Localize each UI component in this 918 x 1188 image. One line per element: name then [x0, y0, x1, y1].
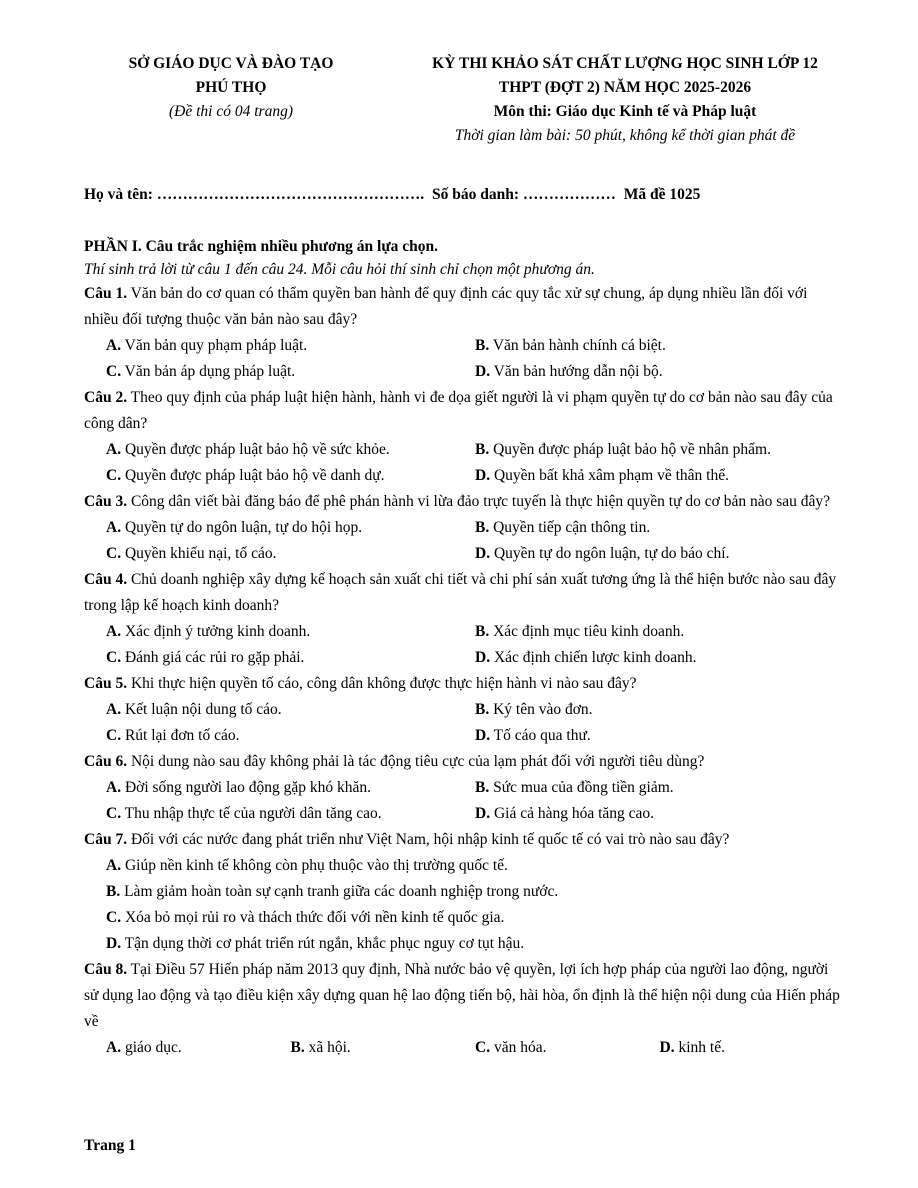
- option-c: C. văn hóa.: [475, 1039, 547, 1056]
- option-b: B. Quyền tiếp cận thông tin.: [475, 519, 651, 536]
- option-b: B. Quyền được pháp luật bảo hộ về nhân phẩm.: [475, 441, 771, 458]
- question: [84, 281, 844, 385]
- exam-title: KỲ THI KHẢO SÁT CHẤT LƯỢNG HỌC SINH LỚP 12: [432, 55, 818, 72]
- question-content: Theo quy định của pháp luật hiện hành, hành vi đe dọa giết người là vi phạm quyền tự do cơ bản nào sau đây của công dân?: [84, 389, 833, 432]
- option-b: B. Ký tên vào đơn.: [475, 701, 593, 718]
- question-content: Chủ doanh nghiệp xây dựng kế hoạch sản xuất chi tiết và chi phí sản xuất tương ứng là thể hiện bước nào sau đây trong lập kế hoạch kinh doanh?: [84, 571, 837, 614]
- question-content: Tại Điều 57 Hiến pháp năm 2013 quy định, Nhà nước bảo vệ quyền, lợi ích hợp pháp của người lao động, người sử dụng lao động và tạo điều kiện xây dựng quan hệ lao động tiến bộ, hài hòa, ổn định là thể hiện nội dung của Hiến pháp về: [84, 961, 840, 1030]
- time-line: Thời gian làm bài: 50 phút, không kể thời gian phát đề: [454, 127, 796, 144]
- province-name: PHÚ THỌ: [195, 79, 267, 96]
- option-d: D. kinh tế.: [659, 1039, 725, 1056]
- option-a: A. Giúp nền kinh tế không còn phụ thuộc vào thị trường quốc tế.: [106, 857, 508, 874]
- department-name: SỞ GIÁO DỤC VÀ ĐÀO TẠO: [128, 55, 334, 72]
- question-text: [84, 385, 844, 437]
- option-c: C. Quyền được pháp luật bảo hộ về danh dự.: [106, 467, 385, 484]
- header-left: [100, 52, 362, 124]
- option-d: D. Giá cả hàng hóa tăng cao.: [475, 805, 655, 822]
- option-d: D. Tận dụng thời cơ phát triển rút ngắn, khắc phục nguy cơ tụt hậu.: [106, 935, 525, 952]
- exam-subtitle: THPT (ĐỢT 2) NĂM HỌC 2025-2026: [498, 79, 752, 96]
- question-text: [84, 489, 844, 515]
- question-number: Câu 5.: [84, 675, 128, 692]
- question: [84, 749, 844, 827]
- option-d: D. Văn bản hướng dẫn nội bộ.: [475, 363, 663, 380]
- option-row: [84, 723, 844, 749]
- question-content: Văn bản do cơ quan có thẩm quyền ban hành để quy định các quy tắc xử sự chung, áp dụng nhiều lần đối với nhiều đối tượng thuộc văn bản nào sau đây?: [84, 285, 808, 328]
- page-number: Trang 1: [84, 1137, 136, 1154]
- option-c: C. Thu nhập thực tế của người dân tăng cao.: [106, 805, 382, 822]
- option-c: C. Xóa bỏ mọi rủi ro và thách thức đối với nền kinh tế quốc gia.: [106, 909, 505, 926]
- option-c: C. Rút lại đơn tố cáo.: [106, 727, 240, 744]
- option-a: A. Đời sống người lao động gặp khó khăn.: [106, 779, 372, 796]
- option-a: A. Xác định ý tưởng kinh doanh.: [106, 623, 311, 640]
- question: [84, 957, 844, 1061]
- option-row: [84, 1035, 844, 1061]
- question-content: Đối với các nước đang phát triển như Việt Nam, hội nhập kinh tế quốc tế có vai trò nào sau đây?: [127, 831, 730, 848]
- option-c: C. Quyền khiếu nại, tố cáo.: [106, 545, 277, 562]
- option-b: B. xã hội.: [290, 1039, 351, 1056]
- question-number: Câu 6.: [84, 753, 128, 770]
- option-row: [84, 619, 844, 645]
- question-number: Câu 4.: [84, 571, 128, 588]
- question-text: [84, 749, 844, 775]
- question-text: [84, 281, 844, 333]
- option-row: [84, 541, 844, 567]
- subject-line: Môn thi: Giáo dục Kinh tế và Pháp luật: [493, 103, 757, 120]
- option-d: D. Quyền tự do ngôn luận, tự do báo chí.: [475, 545, 730, 562]
- question-text: [84, 827, 844, 853]
- option-a: A. Quyền được pháp luật bảo hộ về sức khỏe.: [106, 441, 390, 458]
- option-row: [84, 463, 844, 489]
- question: [84, 385, 844, 489]
- option-b: B. Làm giảm hoàn toàn sự cạnh tranh giữa các doanh nghiệp trong nước.: [106, 883, 559, 900]
- option-c: C. Đánh giá các rủi ro gặp phải.: [106, 649, 305, 666]
- question-number: Câu 2.: [84, 389, 128, 406]
- option-b: B. Sức mua của đồng tiền giảm.: [475, 779, 674, 796]
- question: [84, 671, 844, 749]
- option-d: D. Quyền bất khả xâm phạm về thân thể.: [475, 467, 729, 484]
- option-row: [84, 515, 844, 541]
- question-content: Nội dung nào sau đây không phải là tác động tiêu cực của lạm phát đối với người tiêu dùng?: [127, 753, 705, 770]
- option-a: A. Văn bản quy phạm pháp luật.: [106, 337, 308, 354]
- header-right: [385, 52, 865, 148]
- option-row: [84, 359, 844, 385]
- exam-code: Mã đề 1025: [623, 186, 701, 203]
- question-number: Câu 3.: [84, 493, 128, 510]
- question-text: [84, 671, 844, 697]
- question-text: [84, 957, 844, 1035]
- option-d: D. Tố cáo qua thư.: [475, 727, 591, 744]
- examinee-info: [84, 186, 704, 204]
- question-number: Câu 7.: [84, 831, 128, 848]
- option-b: B. Văn bản hành chính cá biệt.: [475, 337, 666, 354]
- id-field-label: Số báo danh: ………………: [432, 186, 620, 203]
- exam-body: [84, 235, 844, 1061]
- question: [84, 567, 844, 671]
- option-a: A. Kết luận nội dung tố cáo.: [106, 701, 282, 718]
- option-b: B. Xác định mục tiêu kinh doanh.: [475, 623, 685, 640]
- option-a: A. giáo dục.: [106, 1039, 182, 1056]
- option-a: A. Quyền tự do ngôn luận, tự do hội họp.: [106, 519, 363, 536]
- section-title: PHẦN I. Câu trắc nghiệm nhiều phương án lựa chọn.: [84, 238, 439, 255]
- option-d: D. Xác định chiến lược kinh doanh.: [475, 649, 697, 666]
- question-number: Câu 8.: [84, 961, 128, 978]
- page-count-note: (Đề thi có 04 trang): [169, 103, 293, 120]
- question-number: Câu 1.: [84, 285, 128, 302]
- option-row: [84, 437, 844, 463]
- question-content: Khi thực hiện quyền tố cáo, công dân không được thực hiện hành vi nào sau đây?: [127, 675, 637, 692]
- option-row: [84, 333, 844, 359]
- name-field-label: Họ và tên: …………………………………………….: [84, 186, 429, 203]
- option-row: [84, 801, 844, 827]
- question: [84, 489, 844, 567]
- question-content: Công dân viết bài đăng báo để phê phán hành vi lừa đảo trực tuyến là thực hiện quyền tự do cơ bản nào sau đây?: [127, 493, 831, 510]
- question-text: [84, 567, 844, 619]
- option-row: [84, 697, 844, 723]
- question: [84, 827, 844, 957]
- option-c: C. Văn bản áp dụng pháp luật.: [106, 363, 296, 380]
- option-row: [84, 775, 844, 801]
- option-row: [84, 645, 844, 671]
- section-note: Thí sinh trả lời từ câu 1 đến câu 24. Mỗi câu hỏi thí sinh chỉ chọn một phương án.: [84, 261, 595, 278]
